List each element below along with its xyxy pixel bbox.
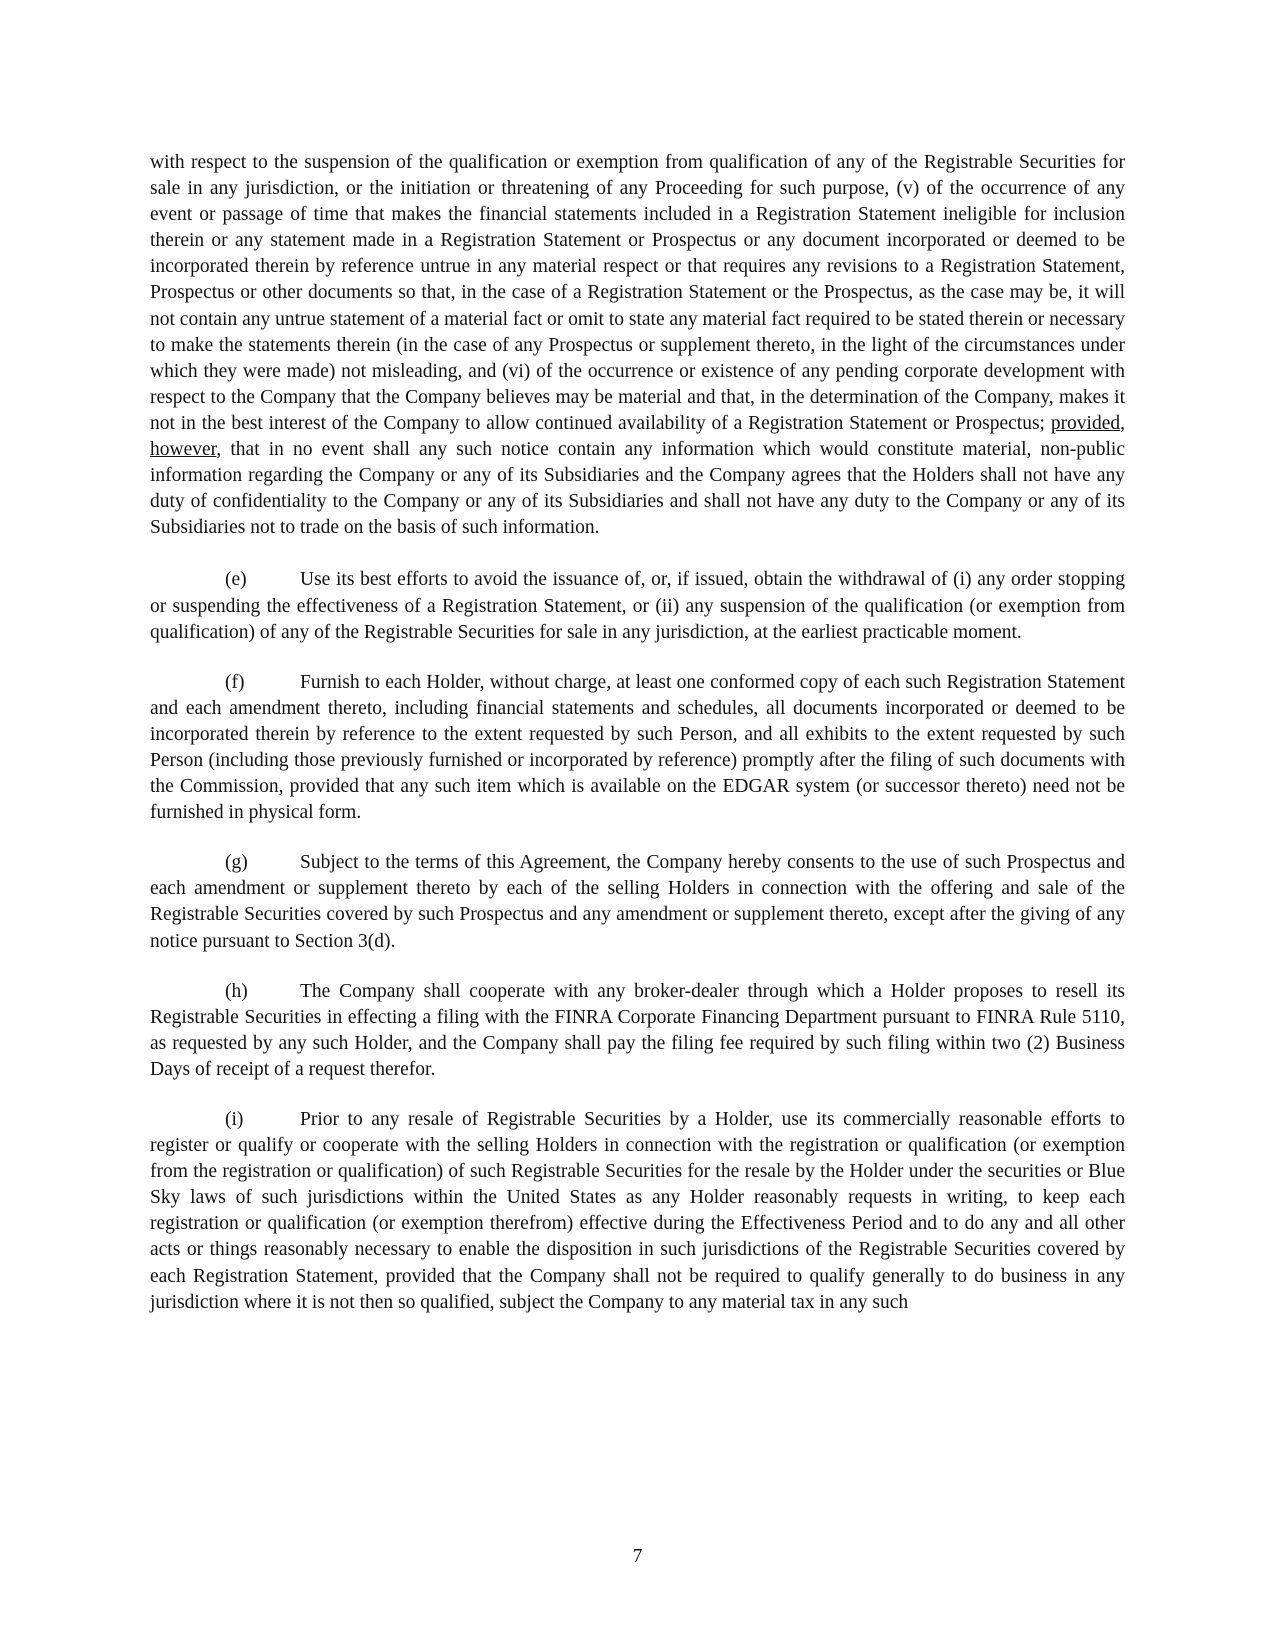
paragraph-e-text: Use its best efforts to avoid the issuance of, or, if issued, obtain the withdrawal of (i) any order stopping or suspending the effectiveness of a Registration Statement, or (ii) any suspension of the qualification (or exemption from qualification) of any of the Registrable Securities for sale in any jurisdiction, at the earliest practicable moment.	[150, 569, 1125, 643]
paragraph-e	[150, 567, 1125, 645]
however-underlined: however	[150, 439, 217, 461]
paragraph-f-label: (f)	[225, 671, 245, 693]
continuation-text-b: , that in no event shall any such notice contain any information which would constitute material, non-public information regarding the Company or any of its Subsidiaries and the Company agrees that the Holders shall not have any duty of confidentiality to the Company or any of its Subsidiaries and shall not have any duty to the Company or any of its Subsidiaries not to trade on the basis of such information.	[150, 439, 1125, 539]
paragraph-h-label: (h)	[225, 980, 248, 1002]
paragraph-i	[150, 1107, 1125, 1316]
paragraph-i-label: (i)	[225, 1109, 244, 1130]
continuation-paragraph	[150, 150, 1125, 541]
paragraph-g-text: Subject to the terms of this Agreement, the Company hereby consents to the use of such Prospectus and each amendment or supplement thereto by each of the selling Holders in connection with the offering and sale of the Registrable Securities covered by such Prospectus and any amendment or supplement thereto, except after the giving of any notice pursuant to Section 3(d).	[150, 852, 1125, 952]
continuation-text-a: with respect to the suspension of the qualification or exemption from qualification of any of the Registrable Securities for sale in any jurisdiction, or the initiation or threatening of any Proceeding for such purpose, (v) of the occurrence of any event or passage of time that makes the financial statements included in a Registration Statement ineligible for inclusion therein or any statement made in a Registration Statement or Prospectus or any document incorporated or deemed to be incorporated therein by reference untrue in any material respect or that requires any revisions to a Registration Statement, Prospectus or other documents so that, in the case of a Registration Statement or the Prospectus, as the case may be, it will not contain any untrue statement of a material fact or omit to state any material fact required to be stated therein or necessary to make the statements therein (in the case of any Prospectus or supplement thereto, in the light of the circumstances under which they were made) not misleading, and (vi) of the occurrence or existence of any pending corporate development with respect to the Company that the Company believes may be material and that, in the determination of the Company, makes it not in the best interest of the Company to allow continued availability of a Registration Statement or Prospectus;	[150, 152, 1125, 434]
provided-underlined: provided	[1050, 412, 1121, 434]
paragraph-f	[150, 670, 1125, 827]
paragraph-i-text: Prior to any resale of Registrable Securities by a Holder, use its commercially reasonable efforts to register or qualify or cooperate with the selling Holders in connection with the registration or qualification (or exemption from the registration or qualification) of such Registrable Securities for the resale by the Holder under the securities or Blue Sky laws of such jurisdictions within the United States as any Holder reasonably requests in writing, to keep each registration or qualification (or exemption therefrom) effective during the Effectiveness Period and to do any and all other acts or things reasonably necessary to enable the disposition in such jurisdictions of the Registrable Securities covered by each Registration Statement, provided that the Company shall not be required to qualify generally to do business in any jurisdiction where it is not then so qualified, subject the Company to any material tax in any such	[150, 1109, 1125, 1313]
document-body	[150, 150, 1125, 1340]
page-number: 7	[632, 1546, 643, 1567]
continuation-separator: ,	[1120, 412, 1126, 434]
paragraph-h-text: The Company shall cooperate with any broker-dealer through which a Holder proposes to resell its Registrable Securities in effecting a filing with the FINRA Corporate Financing Department pursuant to FINRA Rule 5110, as requested by any such Holder, and the Company shall pay the filing fee required by such filing within two (2) Business Days of receipt of a request therefor.	[150, 980, 1125, 1080]
paragraph-g-label: (g)	[225, 852, 248, 874]
paragraph-g	[150, 850, 1125, 954]
paragraph-h	[150, 979, 1125, 1083]
paragraph-e-label: (e)	[225, 569, 247, 591]
paragraph-f-text: Furnish to each Holder, without charge, at least one conformed copy of each such Registration Statement and each amendment thereto, including financial statements and schedules, all documents incorporated or deemed to be incorporated therein by reference to the extent requested by such Person, and all exhibits to the extent requested by such Person (including those previously furnished or incorporated by reference) promptly after the filing of such documents with the Commission, provided that any such item which is available on the EDGAR system (or successor thereto) need not be furnished in physical form.	[150, 671, 1125, 824]
